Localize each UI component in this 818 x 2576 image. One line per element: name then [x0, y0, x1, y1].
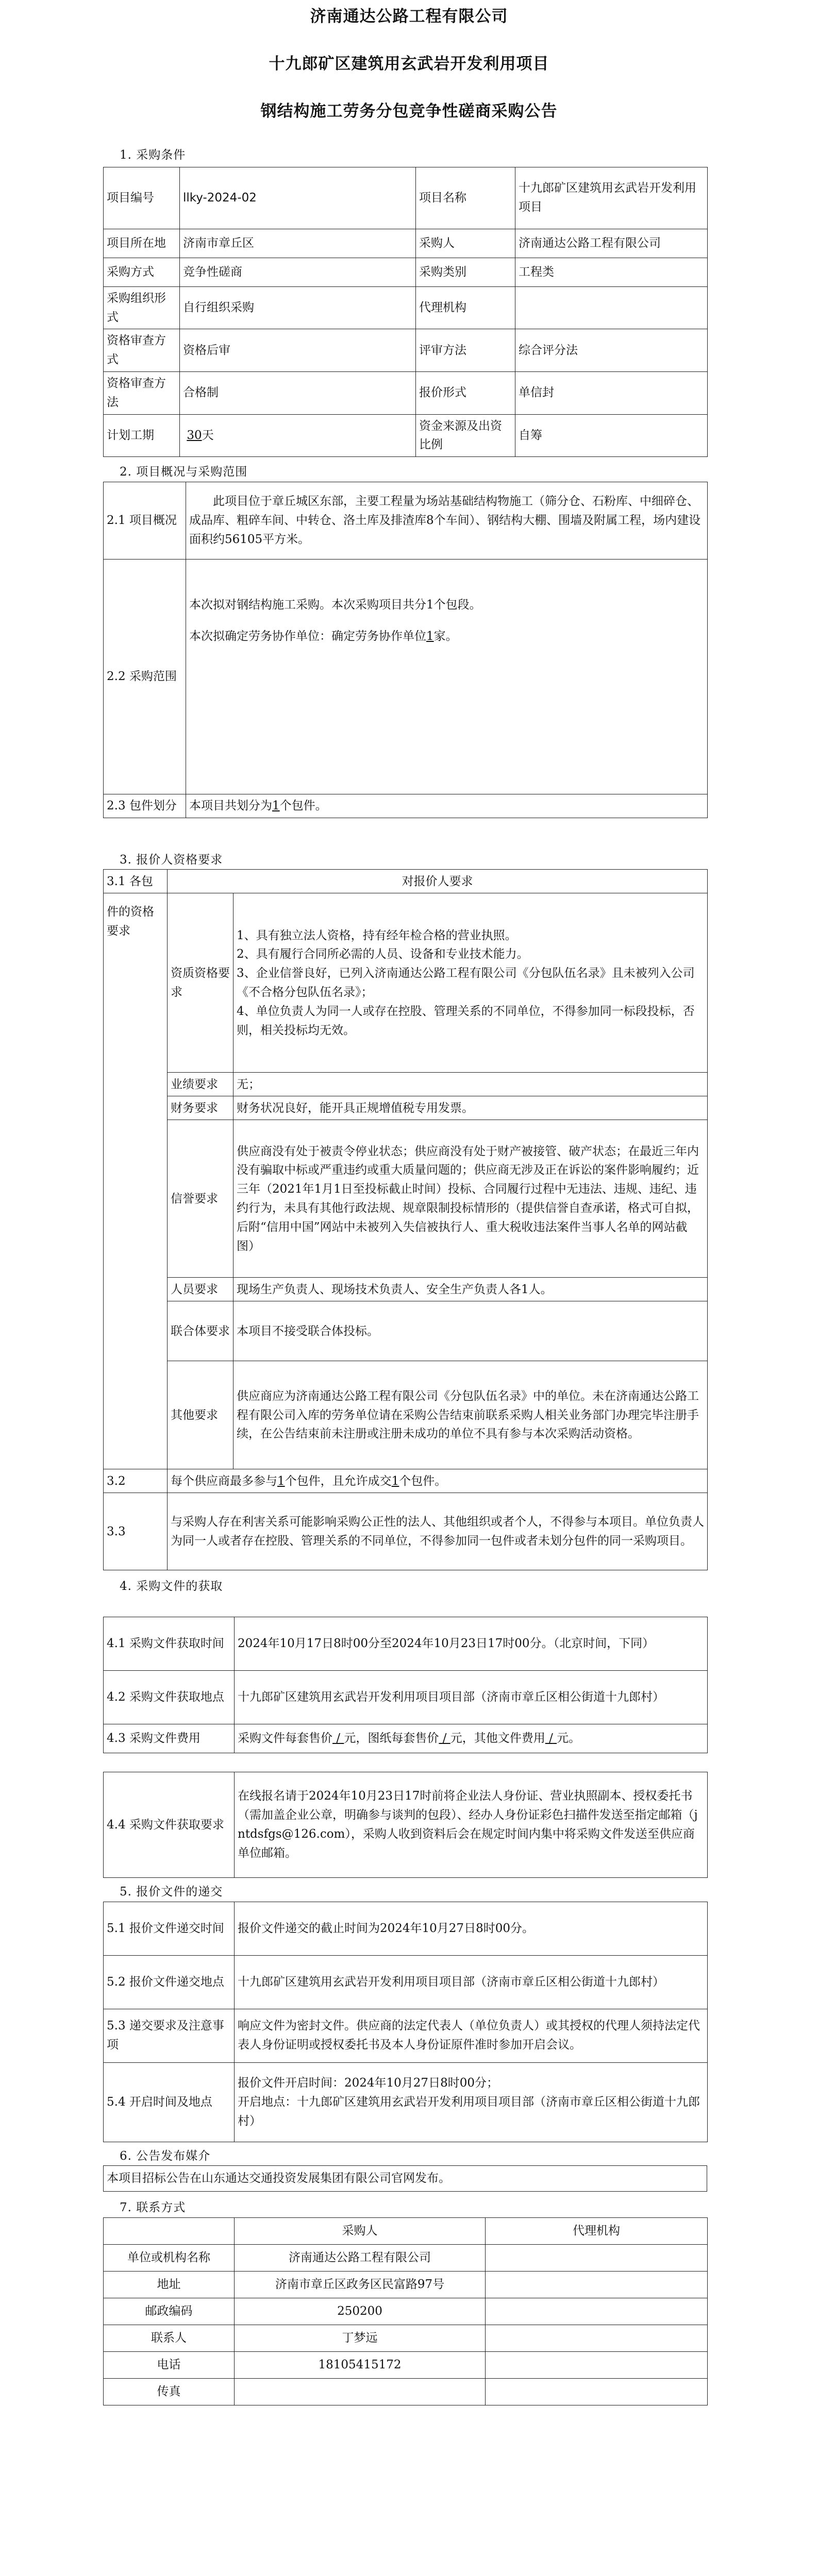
row-value: 济南市章丘区 [180, 229, 416, 258]
scope-paragraph-2 [189, 627, 704, 646]
table-row [104, 559, 708, 794]
row-key: 电话 [104, 2352, 235, 2379]
scope-paragraph-1: 本次拟对钢结构施工采购。本次采购项目共分1个包段。 [189, 598, 481, 612]
overview-text: 此项目位于章丘城区东部，主要工程量为场站基础结构物施工（筛分仓、石粉库、中细碎仓、成品库、粗碎车间、中转仓、洛土库及排渣库8个车间）、钢结构大棚、围墙及附属工程，场内建设面积约56105平方米。 [186, 482, 708, 559]
column-header: 采购人 [235, 2218, 486, 2245]
row-key: 采购组织形式 [104, 286, 180, 329]
table-row [104, 286, 708, 329]
sub-value: 现场生产负责人、现场技术负责人、安全生产负责人各1人。 [233, 1278, 708, 1301]
row-value: 自筹 [515, 414, 708, 457]
row-value: 十九郎矿区建筑用玄武岩开发利用项目项目部（济南市章丘区相公街道十九郎村） [235, 1671, 708, 1724]
agency-value [486, 2352, 708, 2379]
section-2-heading: 2. 项目概况与采购范围 [120, 465, 248, 479]
row-key: 采购人 [416, 229, 515, 258]
r32-cell [168, 1469, 708, 1493]
table-row [104, 229, 708, 258]
table-row [104, 2062, 708, 2142]
scope-p2-post: 家。 [433, 629, 458, 643]
package-post: 个包件。 [279, 799, 327, 812]
duration-value: 30 [187, 428, 202, 442]
sub-value: 供应商没有处于被责令停业状态；供应商没有处于财产被接管、破产状态；在最近三年内没有骗取中标或严重违约或重大质量问题的；供应商无涉及正在诉讼的案件影响履约；近三年（2021年1月1日至投标截止时间）投标、合同履行过程中无违法、违规、违纪、违约行为，未具有其他行政法规、规章限制投标情形的（提供信誉自查承诺，格式可自拟，后附“信用中国”网站中未被列入失信被执行人、重大税收违法案件当事人名单的网站截图） [233, 1120, 708, 1278]
agency-value [486, 2298, 708, 2325]
row-key: 3.3 [104, 1493, 168, 1570]
table-row [104, 1073, 708, 1096]
row-value [235, 2062, 708, 2142]
table-row [104, 2272, 708, 2298]
row-key: 2.1 项目概况 [104, 482, 186, 559]
row-value: 丁梦远 [235, 2325, 486, 2352]
table-row [104, 1902, 708, 1955]
fee-value-3 [545, 1732, 557, 1745]
agency-value [486, 2379, 708, 2405]
qualification-list [233, 893, 708, 1073]
row-key: 采购类别 [416, 258, 515, 286]
row-key: 4.4 采购文件获取要求 [104, 1772, 235, 1878]
project-title: 十九郎矿区建筑用玄武岩开发利用项目 [269, 55, 549, 74]
row-value: 在线报名请于2024年10月23日17时前将企业法人身份证、营业执照副本、授权委托书（需加盖企业公章，明确参与谈判的包段）、经办人身份证彩色扫描件发送至指定邮箱（jntdsfgs@126.com），采购人收到资料后会在规定时间内集中将采购文件发送至供应商单位邮箱。 [235, 1772, 708, 1878]
row-value: 报价文件递交的截止时间为2024年10月27日8时00分。 [235, 1902, 708, 1955]
r32-post: 个包件。 [399, 1474, 447, 1488]
row-key: 联系人 [104, 2325, 235, 2352]
row-key: 2.2 采购范围 [104, 559, 186, 794]
table-row [104, 2325, 708, 2352]
row-value: llky-2024-02 [180, 167, 416, 229]
r32-pre: 每个供应商最多参与 [171, 1474, 277, 1488]
row-value: 响应文件为密封文件。供应商的法定代表人（单位负责人）或其授权的代理人须持法定代表人身份证明或授权委托书及本人身份证原件准时参加开启会议。 [235, 2009, 708, 2062]
sub-key: 财务要求 [168, 1096, 233, 1120]
table-row [104, 1955, 708, 2009]
header-blank [104, 2218, 235, 2245]
row-key: 项目所在地 [104, 229, 180, 258]
sub-key: 其他要求 [168, 1361, 233, 1469]
r33-text: 与采购人存在利害关系可能影响采购公正性的法人、其他组织或者个人，不得参与本项目。单位负责人为同一人或者存在控股、管理关系的不同单位，不得参加同一包件或者未划分包件的同一采购项目。 [168, 1493, 708, 1570]
row-key: 地址 [104, 2272, 235, 2298]
row-key: 单位或机构名称 [104, 2245, 235, 2272]
table-row [104, 1724, 708, 1753]
table-row [104, 1278, 708, 1301]
row-key: 评审方法 [416, 329, 515, 372]
row-key: 报价形式 [416, 371, 515, 414]
table-row [104, 893, 708, 1073]
agency-value [486, 2272, 708, 2298]
row-key: 资格审查方式 [104, 329, 180, 372]
publication-text: 本项目招标公告在山东通达交通投资发展集团有限公司官网发布。 [104, 2166, 707, 2192]
section-4-heading: 4. 采购文件的获取 [120, 1580, 223, 1594]
list-item: 2、具有履行合同所必需的人员、设备和专业技术能力。 [237, 947, 529, 961]
table-row [104, 2218, 708, 2245]
project-overview-table [103, 482, 708, 818]
column-header: 对报价人要求 [168, 870, 708, 893]
sub-value: 本项目不接受联合体投标。 [233, 1301, 708, 1361]
sub-key: 业绩要求 [168, 1073, 233, 1096]
agency-value [486, 2245, 708, 2272]
row-key: 5.4 开启时间及地点 [104, 2062, 235, 2142]
company-title: 济南通达公路工程有限公司 [310, 7, 508, 26]
sub-value: 财务状况良好，能开具正规增值税专用发票。 [233, 1096, 708, 1120]
table-row [104, 2166, 707, 2192]
table-row [104, 329, 708, 372]
sub-key: 人员要求 [168, 1278, 233, 1301]
scope-p2-pre: 本次拟确定劳务协作单位：确定劳务协作单位 [189, 629, 426, 643]
table-row [104, 1120, 708, 1278]
row-value: 18105415172 [235, 2352, 486, 2379]
document-requirement-table [103, 1772, 708, 1878]
row-value: 单信封 [515, 371, 708, 414]
row-key: 3.1 各包 [104, 870, 168, 893]
row-value [235, 2379, 486, 2405]
open-time: 报价文件开启时间：2024年10月27日8时00分； [238, 2076, 498, 2090]
row-key: 项目编号 [104, 167, 180, 229]
sub-value: 无； [233, 1073, 708, 1096]
row-value: 综合评分法 [515, 329, 708, 372]
fee-v1: / [336, 1732, 341, 1745]
row-value: 济南市章丘区政务区民富路97号 [235, 2272, 486, 2298]
row-value: 合格制 [180, 371, 416, 414]
table-row [104, 414, 708, 457]
r32-num2: 1 [391, 1474, 399, 1488]
table-row [104, 1493, 708, 1570]
row-value: 竞争性磋商 [180, 258, 416, 286]
list-item: 3、企业信誉良好，已列入济南通达公路工程有限公司《分包队伍名录》且未被列入公司《不合格分包队伍名录》； [237, 967, 695, 999]
fee-post: 元。 [557, 1732, 581, 1745]
table-row [104, 1772, 708, 1878]
sub-value: 供应商应为济南通达公路工程有限公司《分包队伍名录》中的单位。未在济南通达公路工程有限公司入库的劳务单位请在采购公告结束前联系采购人相关业务部门办理完毕注册手续，在公告结束前未注册或注册未成功的单位不具有参与本次采购活动资格。 [233, 1361, 708, 1469]
row-key: 2.3 包件划分 [104, 794, 186, 818]
publication-table [103, 2165, 707, 2192]
row-value: 自行组织采购 [180, 286, 416, 329]
table-row [104, 2009, 708, 2062]
section-7-heading: 7. 联系方式 [120, 2201, 186, 2215]
fee-pre: 采购文件每套售价 [238, 1732, 332, 1745]
table-row [104, 1361, 708, 1469]
table-row [104, 2379, 708, 2405]
row-key: 3.2 [104, 1469, 168, 1493]
row-value: 十九郎矿区建筑用玄武岩开发利用项目 [515, 167, 708, 229]
table-row [104, 1096, 708, 1120]
package-num: 1 [272, 799, 280, 812]
section-3-heading: 3. 报价人资格要求 [120, 853, 223, 867]
list-item: 4、单位负责人为同一人或存在控股、管理关系的不同单位，不得参加同一标段投标，否则，相关投标均无效。 [237, 1004, 695, 1037]
fee-mid2: 元，其他文件费用 [450, 1732, 545, 1745]
table-row [104, 794, 708, 818]
row-key: 5.3 递交要求及注意事项 [104, 2009, 235, 2062]
row-key: 4.2 采购文件获取地点 [104, 1671, 235, 1724]
duration-unit: 天 [202, 428, 214, 442]
table-row [104, 167, 708, 229]
row-value: 济南通达公路工程有限公司 [515, 229, 708, 258]
submission-table [103, 1902, 708, 2142]
column-header: 代理机构 [486, 2218, 708, 2245]
sub-key: 资质资格要求 [168, 893, 233, 1073]
document-acquisition-table [103, 1617, 708, 1753]
row-key: 4.1 采购文件获取时间 [104, 1617, 235, 1671]
row-value: 资格后审 [180, 329, 416, 372]
row-key: 采购方式 [104, 258, 180, 286]
table-row [104, 2352, 708, 2379]
package-pre: 本项目共划分为 [189, 799, 272, 812]
scope-p2-num: 1 [426, 629, 434, 643]
table-row [104, 2245, 708, 2272]
fee-v3: / [549, 1732, 553, 1745]
fee-mid: 元，图纸每套售价 [344, 1732, 439, 1745]
agency-value [486, 2325, 708, 2352]
list-item: 1、具有独立法人资格，持有经年检合格的营业执照。 [237, 928, 517, 942]
row-value: 2024年10月17日8时00分至2024年10月23日17时00分。（北京时间，下同） [235, 1617, 708, 1671]
row-key: 代理机构 [416, 286, 515, 329]
r32-mid: 个包件，且允许成交 [285, 1474, 392, 1488]
row-value: 十九郎矿区建筑用玄武岩开发利用项目项目部（济南市章丘区相公街道十九郎村） [235, 1955, 708, 2009]
section-1-heading: 1. 采购条件 [120, 148, 186, 162]
row-key: 资金来源及出资比例 [416, 414, 515, 457]
row-value: 工程类 [515, 258, 708, 286]
sub-key: 信誉要求 [168, 1120, 233, 1278]
procurement-conditions-table [103, 167, 708, 457]
table-row [104, 2298, 708, 2325]
contact-table [103, 2217, 708, 2405]
fee-cell [235, 1724, 708, 1753]
table-row [104, 870, 708, 893]
scope-cell [186, 559, 708, 794]
fee-v2: / [442, 1732, 447, 1745]
fee-value-2 [439, 1732, 450, 1745]
table-row [104, 1617, 708, 1671]
fee-value-1 [332, 1732, 344, 1745]
open-place: 开启地点：十九郎矿区建筑用玄武岩开发利用项目项目部（济南市章丘区相公街道十九郎村） [238, 2095, 700, 2128]
table-row [104, 258, 708, 286]
row-key: 传真 [104, 2379, 235, 2405]
notice-titles [0, 4, 818, 124]
row-key: 计划工期 [104, 414, 180, 457]
row-value [180, 414, 416, 457]
notice-title: 钢结构施工劳务分包竞争性磋商采购公告 [260, 102, 558, 121]
table-row [104, 1301, 708, 1361]
sub-key: 联合体要求 [168, 1301, 233, 1361]
table-row [104, 371, 708, 414]
qualification-table [103, 869, 708, 1570]
table-row [104, 1469, 708, 1493]
row-key: 资格审查方法 [104, 371, 180, 414]
r32-num1: 1 [277, 1474, 285, 1488]
row-key: 件的资格要求 [104, 893, 168, 1469]
section-5-heading: 5. 报价文件的递交 [120, 1885, 223, 1899]
row-key: 5.2 报价文件递交地点 [104, 1955, 235, 2009]
row-key: 项目名称 [416, 167, 515, 229]
row-key: 5.1 报价文件递交时间 [104, 1902, 235, 1955]
row-key: 4.3 采购文件费用 [104, 1724, 235, 1753]
row-value [515, 286, 708, 329]
package-cell [186, 794, 708, 818]
row-key: 邮政编码 [104, 2298, 235, 2325]
section-6-heading: 6. 公告发布媒介 [120, 2149, 211, 2163]
row-value: 济南通达公路工程有限公司 [235, 2245, 486, 2272]
row-value: 250200 [235, 2298, 486, 2325]
table-row [104, 1671, 708, 1724]
table-row [104, 482, 708, 559]
